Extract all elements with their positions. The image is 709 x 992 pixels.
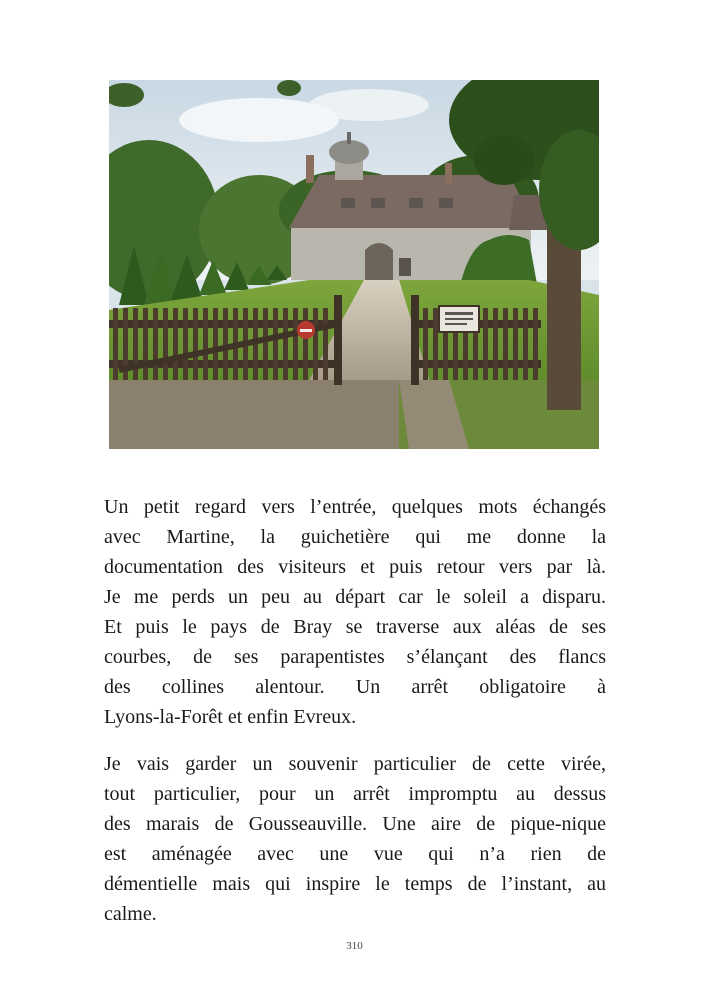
paragraph-line: des marais de Gousseauville. Une aire de pique-nique <box>104 813 606 835</box>
paragraph-line: avec Martine, la guichetière qui me donne la <box>104 526 606 548</box>
paragraph-line: Je vais garder un souvenir particulier de cette virée, <box>104 753 606 775</box>
paragraph-2 <box>104 749 606 929</box>
paragraph-line: des collines alentour. Un arrêt obligatoire à <box>104 676 606 698</box>
page-number: 310 <box>346 940 363 952</box>
photo-illustration <box>109 80 599 449</box>
paragraph-line: Je me perds un peu au départ car le soleil a disparu. <box>104 586 606 608</box>
paragraph-line: Et puis le pays de Bray se traverse aux aléas de ses <box>104 616 606 638</box>
paragraph-line: tout particulier, pour un arrêt impromptu au dessus <box>104 783 606 805</box>
paragraph-line: courbes, de ses parapentistes s’élançant des flancs <box>104 646 606 668</box>
paragraph-1 <box>104 492 606 732</box>
paragraph-line: Un petit regard vers l’entrée, quelques mots échangés <box>104 496 606 518</box>
paragraph-line: démentielle mais qui inspire le temps de l’instant, au <box>104 873 606 895</box>
paragraph-line: calme. <box>104 903 157 925</box>
paragraph-line: documentation des visiteurs et puis retour vers par là. <box>104 556 606 578</box>
paragraph-line: est aménagée avec une vue qui n’a rien de <box>104 843 606 865</box>
paragraph-line: Lyons-la-Forêt et enfin Evreux. <box>104 706 357 728</box>
manor-gatehouse-photo <box>109 80 599 449</box>
